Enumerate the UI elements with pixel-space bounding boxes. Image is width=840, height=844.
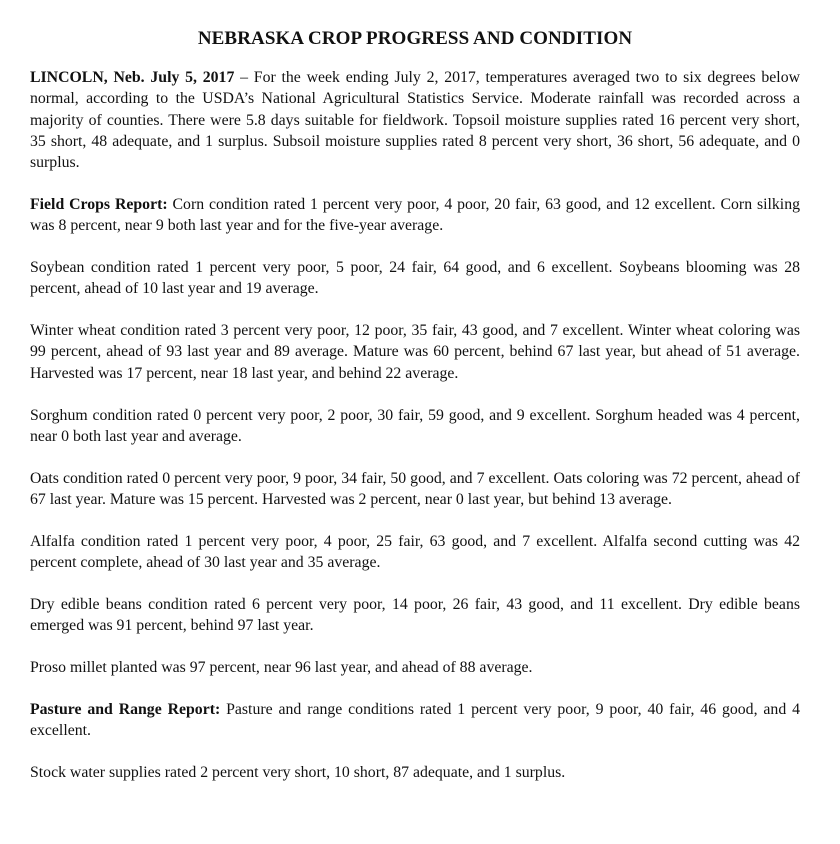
soybean-paragraph: Soybean condition rated 1 percent very poor, 5 poor, 24 fair, 64 good, and 6 excellent. Soybeans blooming was 28 percent, ahead of 10 last year and 19 average. (30, 259, 800, 298)
pasture-heading: Pasture and Range Report: (30, 700, 221, 718)
dateline: LINCOLN, Neb. July 5, 2017 (30, 69, 235, 86)
stock-water-paragraph: Stock water supplies rated 2 percent very short, 10 short, 87 adequate, and 1 surplus. (30, 763, 566, 781)
oats-paragraph: Oats condition rated 0 percent very poor, 9 poor, 34 fair, 50 good, and 7 excellent. Oats coloring was 72 percent, ahead of 67 last year. Mature was 15 percent. Harvested was 2 percent, near 0 last year, but behind 13 average. (30, 469, 800, 508)
sorghum-paragraph: Sorghum condition rated 0 percent very poor, 2 poor, 30 fair, 59 good, and 9 excellent. Sorghum headed was 4 percent, near 0 both last year and average. (30, 406, 800, 445)
field-crops-heading: Field Crops Report: (30, 195, 168, 213)
field-crops-paragraph (30, 194, 800, 237)
intro-text: – For the week ending July 2, 2017, temperatures averaged two to six degrees below normal, according to the USDA’s National Agricultural Statistics Service. Moderate rainfall was recorded across a majority of counties. There were 5.8 days suitable for fieldwork. Topsoil moisture supplies rated 16 percent very short, 35 short, 48 adequate, and 1 surplus. Subsoil moisture supplies rated 8 percent very short, 36 short, 56 adequate, and 0 surplus. (30, 69, 800, 172)
corn-text: Corn condition rated 1 percent very poor, 4 poor, 20 fair, 63 good, and 12 excellent. Corn silking was 8 percent, near 9 both last year and for the five-year average. (30, 195, 800, 235)
pasture-text: Pasture and range conditions rated 1 percent very poor, 9 poor, 40 fair, 46 good, and 4 excellent. (30, 700, 800, 740)
alfalfa-paragraph: Alfalfa condition rated 1 percent very poor, 4 poor, 25 fair, 63 good, and 7 excellent. Alfalfa second cutting was 42 percent complete, ahead of 30 last year and 35 average. (30, 532, 800, 572)
intro-paragraph (30, 67, 800, 173)
report-page (30, 24, 800, 804)
page-title: NEBRASKA CROP PROGRESS AND CONDITION (197, 28, 633, 49)
proso-millet-paragraph: Proso millet planted was 97 percent, near 96 last year, and ahead of 88 average. (30, 658, 533, 676)
pasture-paragraph (30, 699, 800, 742)
dry-beans-paragraph: Dry edible beans condition rated 6 percent very poor, 14 poor, 26 fair, 43 good, and 11 excellent. Dry edible beans emerged was 91 percent, behind 97 last year. (30, 595, 800, 635)
winter-wheat-paragraph: Winter wheat condition rated 3 percent very poor, 12 poor, 35 fair, 43 good, and 7 excellent. Winter wheat coloring was 99 percent, ahead of 93 last year and 89 average. Mature was 60 percent, behind 67 last year, but ahead of 51 average. Harvested was 17 percent, near 18 last year, and behind 22 average. (30, 322, 800, 382)
